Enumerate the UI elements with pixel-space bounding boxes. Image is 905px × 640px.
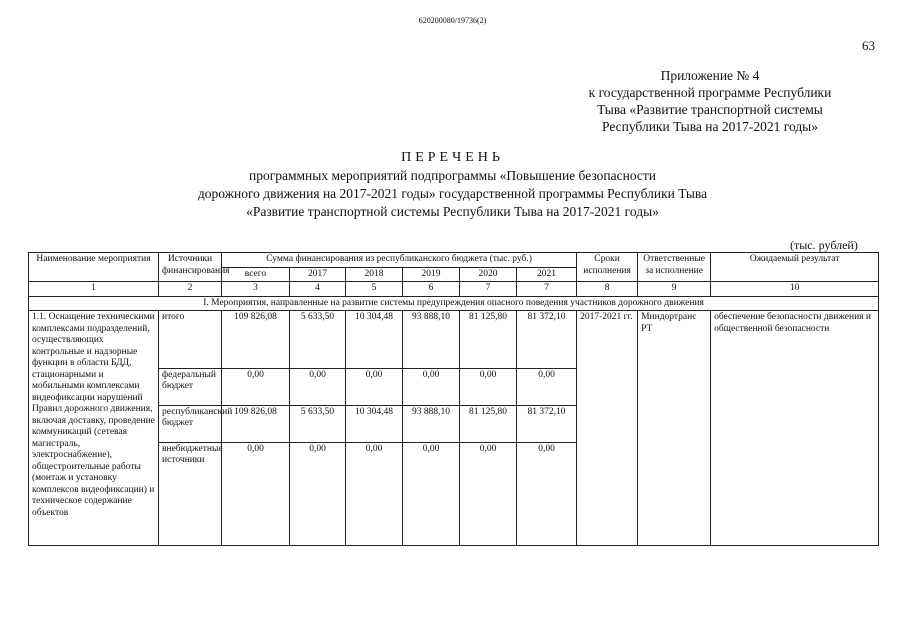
document-id: 620200080/19736(2)	[418, 16, 487, 25]
value-cell: 0,00	[460, 442, 517, 545]
header-sources: Источники финансирования	[159, 253, 222, 282]
measures-table	[28, 252, 879, 546]
column-number: 10	[711, 282, 879, 297]
header-total: всего	[222, 267, 290, 282]
units-label: (тыс. рублей)	[790, 238, 858, 252]
value-cell: 0,00	[290, 368, 346, 405]
page-number: 63	[862, 38, 875, 53]
appendix-line: Тыва «Развитие транспортной системы	[597, 102, 823, 117]
source-cell: итого	[159, 311, 222, 369]
value-cell: 0,00	[517, 442, 577, 545]
value-cell: 0,00	[222, 368, 290, 405]
value-cell: 0,00	[290, 442, 346, 545]
source-cell: федеральный бюджет	[159, 368, 222, 405]
item-terms: 2017-2021 гг.	[577, 311, 638, 546]
column-number: 4	[290, 282, 346, 297]
column-number: 7	[517, 282, 577, 297]
appendix-line: к государственной программе Республики	[588, 85, 832, 100]
column-number: 9	[638, 282, 711, 297]
value-cell: 0,00	[403, 442, 460, 545]
value-cell: 81 372,10	[517, 405, 577, 442]
column-number: 6	[403, 282, 460, 297]
header-year: 2021	[517, 267, 577, 282]
source-cell: внебюджетные источники	[159, 442, 222, 545]
value-cell: 0,00	[346, 442, 403, 545]
value-cell: 109 826,08	[222, 311, 290, 369]
appendix-header	[560, 67, 860, 135]
subtitle-line: программных мероприятий подпрограммы «Повышение безопасности	[248, 168, 657, 183]
source-cell: республиканский бюджет	[159, 405, 222, 442]
value-cell: 0,00	[403, 368, 460, 405]
item-row	[29, 311, 879, 369]
column-number: 5	[346, 282, 403, 297]
value-cell: 10 304,48	[346, 311, 403, 369]
header-row	[29, 253, 879, 268]
document-heading: ПЕРЕЧЕНЬ	[401, 150, 504, 165]
appendix-line: Приложение № 4	[660, 68, 760, 83]
column-numbers-row	[29, 282, 879, 297]
column-number: 3	[222, 282, 290, 297]
header-year: 2017	[290, 267, 346, 282]
value-cell: 0,00	[222, 442, 290, 545]
header-result: Ожидаемый результат	[711, 253, 879, 282]
header-responsible: Ответственные за исполнение	[638, 253, 711, 282]
value-cell: 10 304,48	[346, 405, 403, 442]
item-name: 1.1. Оснащение техническими комплексами подразделений, осуществляющих контрольные и надзорные функции в области БДД, стационарными и мобильными комплексами видеофиксации нарушений Правил дорожного движения, включая доставку, проведение коммуникаций (сетевая магистраль, электроснабжение), общестроительные работы (монтаж и установку комплексов видеофиксации) и техническое содержание объектов	[29, 311, 159, 546]
header-sum: Сумма финансирования из республиканского бюджета (тыс. руб.)	[222, 253, 577, 268]
value-cell: 81 125,80	[460, 311, 517, 369]
value-cell: 109 826,08	[222, 405, 290, 442]
header-year: 2019	[403, 267, 460, 282]
header-year: 2020	[460, 267, 517, 282]
item-result: обеспечение безопасности движения и общественной безопасности	[711, 311, 879, 546]
value-cell: 81 125,80	[460, 405, 517, 442]
column-number: 8	[577, 282, 638, 297]
section-title: I. Мероприятия, направленные на развитие системы предупреждения опасного поведения участников дорожного движения	[29, 296, 879, 311]
header-year: 2018	[346, 267, 403, 282]
value-cell: 0,00	[517, 368, 577, 405]
value-cell: 0,00	[346, 368, 403, 405]
column-number: 1	[29, 282, 159, 297]
value-cell: 0,00	[460, 368, 517, 405]
document-subtitle	[0, 167, 905, 221]
value-cell: 93 888,10	[403, 405, 460, 442]
column-number: 2	[159, 282, 222, 297]
appendix-line: Республики Тыва на 2017-2021 годы»	[601, 119, 819, 134]
value-cell: 81 372,10	[517, 311, 577, 369]
header-terms: Сроки исполнения	[577, 253, 638, 282]
value-cell: 5 633,50	[290, 405, 346, 442]
column-number: 7	[460, 282, 517, 297]
value-cell: 93 888,10	[403, 311, 460, 369]
header-name: Наименование мероприятия	[29, 253, 159, 282]
subtitle-line: дорожного движения на 2017-2021 годы» государственной программы Республики Тыва	[197, 186, 708, 201]
value-cell: 5 633,50	[290, 311, 346, 369]
section-row	[29, 296, 879, 311]
subtitle-line: «Развитие транспортной системы Республики Тыва на 2017-2021 годы»	[246, 204, 659, 219]
item-responsible: Миндортранс РТ	[638, 311, 711, 546]
